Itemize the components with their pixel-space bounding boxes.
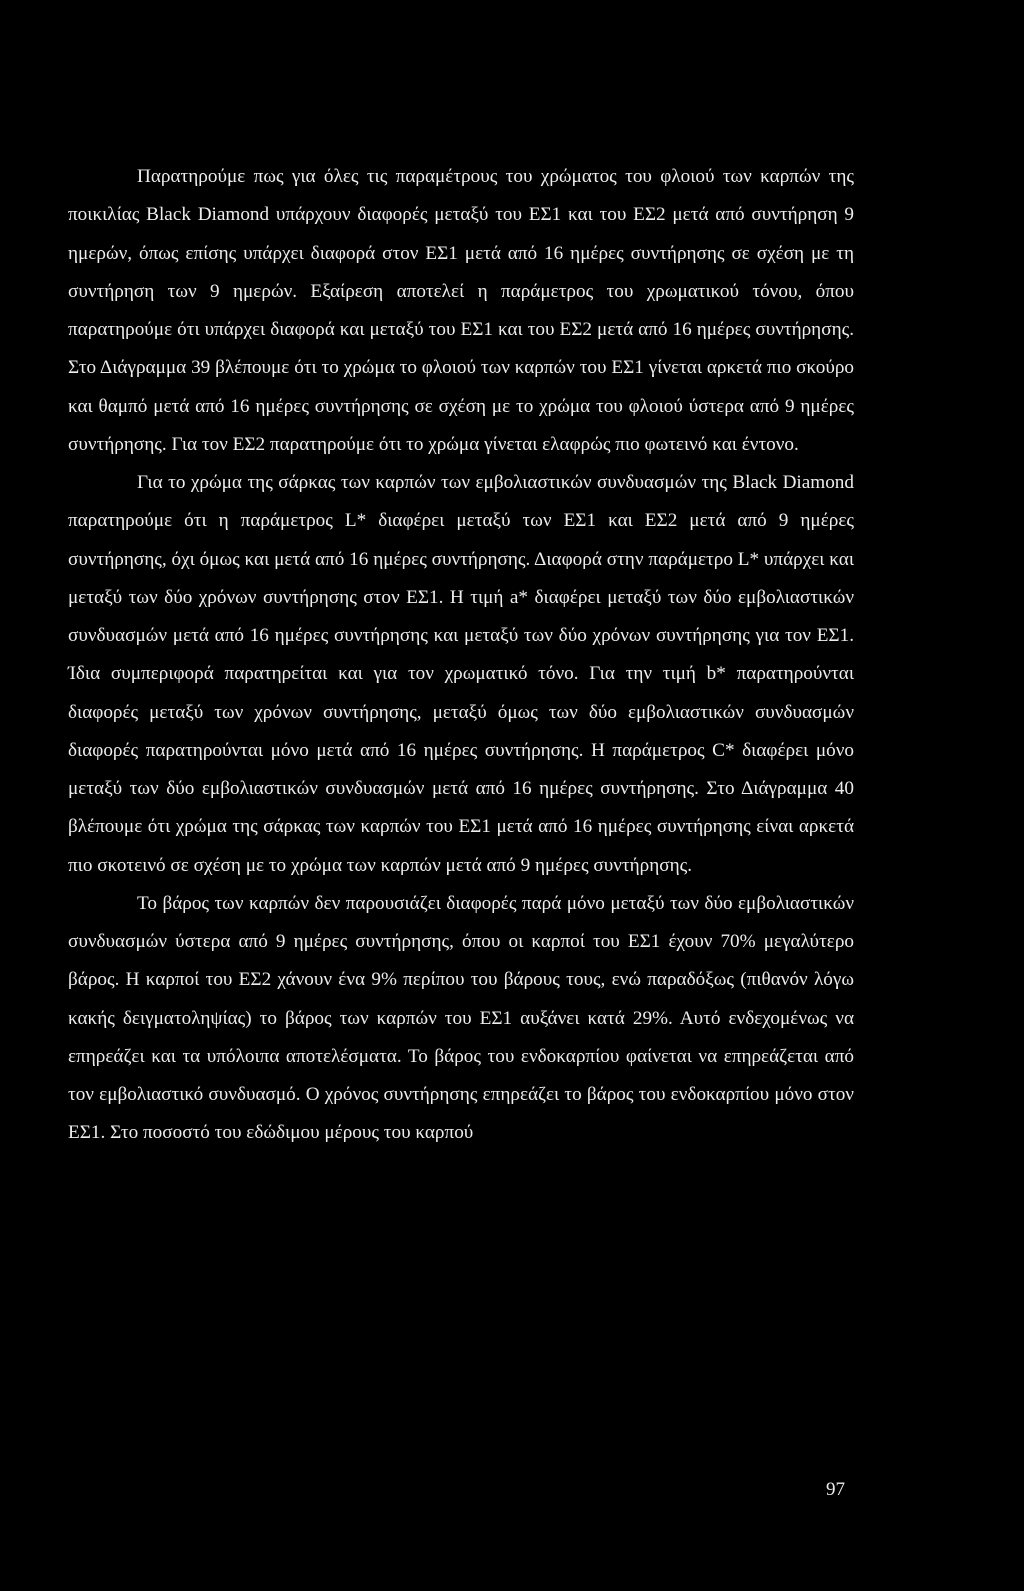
page-body <box>68 158 854 1153</box>
page-number: 97 <box>826 1479 845 1500</box>
paragraph-skin-color: Παρατηρούμε πως για όλες τις παραμέτρους του χρώματος του φλοιού των καρπών της ποικιλίας Black Diamond υπάρχουν διαφορές μεταξύ του ΕΣ1 και του ΕΣ2 μετά από συντήρηση 9 ημερών, όπως επίσης υπάρχει διαφορά στον ΕΣ1 μετά από 16 ημέρες συντήρησης σε σχέση με τη συντήρηση των 9 ημερών. Εξαίρεση αποτελεί η παράμετρος του χρωματικού τόνου, όπου παρατηρούμε ότι υπάρχει διαφορά και μεταξύ του ΕΣ1 και του ΕΣ2 μετά από 16 ημέρες συντήρησης. Στο Διάγραμμα 39 βλέπουμε ότι το χρώμα το φλοιού των καρπών του ΕΣ1 γίνεται αρκετά πιο σκούρο και θαμπό μετά από 16 ημέρες συντήρησης σε σχέση με το χρώμα του φλοιού ύστερα από 9 ημέρες συντήρησης. Για τον ΕΣ2 παρατηρούμε ότι το χρώμα γίνεται ελαφρώς πιο φωτεινό και έντονο. <box>68 166 854 455</box>
paragraph-fruit-weight: Το βάρος των καρπών δεν παρουσιάζει διαφορές παρά μόνο μεταξύ των δύο εμβολιαστικών συνδυασμών ύστερα από 9 ημέρες συντήρησης, όπου οι καρποί του ΕΣ1 έχουν 70% μεγαλύτερο βάρος. Η καρποί του ΕΣ2 χάνουν ένα 9% περίπου του βάρους τους, ενώ παραδόξως (πιθανόν λόγω κακής δειγματοληψίας) το βάρος των καρπών του ΕΣ1 αυξάνει κατά 29%. Αυτό ενδεχομένως να επηρεάζει και τα υπόλοιπα αποτελέσματα. Το βάρος του ενδοκαρπίου φαίνεται να επηρεάζεται από τον εμβολιαστικό συνδυασμό. Ο χρόνος συντήρησης επηρεάζει το βάρος του ενδοκαρπίου μόνο στον ΕΣ1. Στο ποσοστό του εδώδιμου μέρους του καρπού <box>68 892 854 1144</box>
paragraph-flesh-color: Για το χρώμα της σάρκας των καρπών των εμβολιαστικών συνδυασμών της Black Diamond παρατηρούμε ότι η παράμετρος L* διαφέρει μεταξύ των ΕΣ1 και ΕΣ2 μετά από 9 ημέρες συντήρησης, όχι όμως και μετά από 16 ημέρες συντήρησης. Διαφορά στην παράμετρο L* υπάρχει και μεταξύ των δύο χρόνων συντήρησης στον ΕΣ1. Η τιμή a* διαφέρει μεταξύ των δύο εμβολιαστικών συνδυασμών μετά από 16 ημέρες συντήρησης και μεταξύ των δύο χρόνων συντήρησης για τον ΕΣ1. Ίδια συμπεριφορά παρατηρείται και για τον χρωματικό τόνο. Για την τιμή b* παρατηρούνται διαφορές μεταξύ των χρόνων συντήρησης, μεταξύ όμως των δύο εμβολιαστικών συνδυασμών διαφορές παρατηρούνται μόνο μετά από 16 ημέρες συντήρησης. Η παράμετρος C* διαφέρει μόνο μεταξύ των δύο εμβολιαστικών συνδυασμών μετά από 16 ημέρες συντήρησης. Στο Διάγραμμα 40 βλέπουμε ότι χρώμα της σάρκας των καρπών του ΕΣ1 μετά από 16 ημέρες συντήρησης είναι αρκετά πιο σκοτεινό σε σχέση με το χρώμα των καρπών μετά από 9 ημέρες συντήρησης. <box>68 472 854 876</box>
